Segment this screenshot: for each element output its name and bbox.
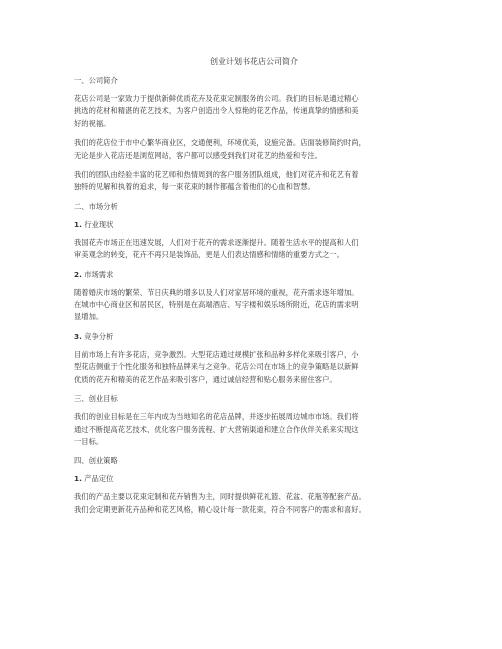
- subheading-text: 行业现状: [84, 219, 114, 229]
- section-heading-goals: 三、创业目标: [74, 394, 118, 404]
- subheading-market-demand: [74, 269, 434, 280]
- subheading-competition: [74, 331, 434, 342]
- document-title: 创业计划书花店公司简介: [210, 57, 298, 66]
- subheading-product-positioning: [74, 473, 434, 484]
- subheading-industry-status: [74, 219, 434, 230]
- paragraph-competition: 目前市场上有许多花店，竞争激烈。大型花店通过规模扩张和品种多样化来吸引客户，小 型花店侧重于个性化服务和独特品牌来与之竞争。花店公司在市场上的竞争策略是以新鲜 优质的花卉和精美的花艺作品来吸引客户，通过诚信经营和贴心服务来留住客户。: [74, 349, 359, 384]
- paragraph-product-positioning: 我们的产品主要以花束定制和花卉销售为主，同时提供鲜花礼篮、花盆、花瓶等配套产品。 我们会定期更新花卉品种和花艺风格，精心设计每一款花束，符合不同客户的需求和喜好。: [74, 492, 366, 514]
- subheading-text: 市场需求: [84, 269, 114, 279]
- subheading-number: 1.: [74, 219, 82, 229]
- paragraph-market-demand: 随着婚庆市场的繁荣、节日庆典的增多以及人们对家居环境的重视，花卉需求逐年增加。 在城市中心商业区和居民区，特别是在高端酒店、写字楼和娱乐场所附近，花店的需求明 显增加。: [74, 287, 359, 322]
- document-page: [74, 56, 434, 523]
- paragraph-intro-1: 花店公司是一家致力于提供新鲜优质花卉及花束定制服务的公司。我们的目标是通过精心 挑选的花材和精湛的花艺技术，为客户创造出令人惊艳的花艺作品，传递真挚的情感和美 好的祝福。: [74, 94, 359, 128]
- subheading-number: 1.: [74, 474, 82, 484]
- section-heading-strategy: 四、创业策略: [74, 456, 118, 466]
- section-heading-company-intro: 一、公司简介: [74, 76, 118, 85]
- section-heading-market-analysis: 二、市场分析: [74, 201, 118, 211]
- paragraph-intro-2: 我们的花店位于市中心繁华商业区，交通便利，环境优美，设施完备。店面装修简约时尚， 无论是步入花店还是浏览网站，客户都可以感受到我们对花艺的热爱和专注。: [74, 138, 366, 160]
- paragraph-intro-3: 我们的团队由经验丰富的花艺师和热情周到的客户服务团队组成，他们对花卉和花艺有着 独特的见解和执着的追求，每一束花束的制作都蕴含着他们的心血和智慧。: [74, 170, 359, 192]
- subheading-number: 3.: [74, 331, 82, 341]
- subheading-text: 产品定位: [84, 474, 114, 484]
- paragraph-industry-status: 我国花卉市场正在迅速发展，人们对于花卉的需求逐渐提升。随着生活水平的提高和人们 审美观念的转变，花卉不再只是装饰品，更是人们表达情感和情绪的重要方式之一。: [74, 237, 359, 260]
- paragraph-goals: 我们的创业目标是在三年内成为当地知名的花店品牌，并逐步拓展周边城市市场。我们将 通过不断提高花艺技术、优化客户服务流程、扩大营销渠道和建立合作伙伴关系来实现这 一目标。: [74, 412, 359, 446]
- subheading-number: 2.: [74, 269, 82, 279]
- subheading-text: 竞争分析: [84, 331, 114, 341]
